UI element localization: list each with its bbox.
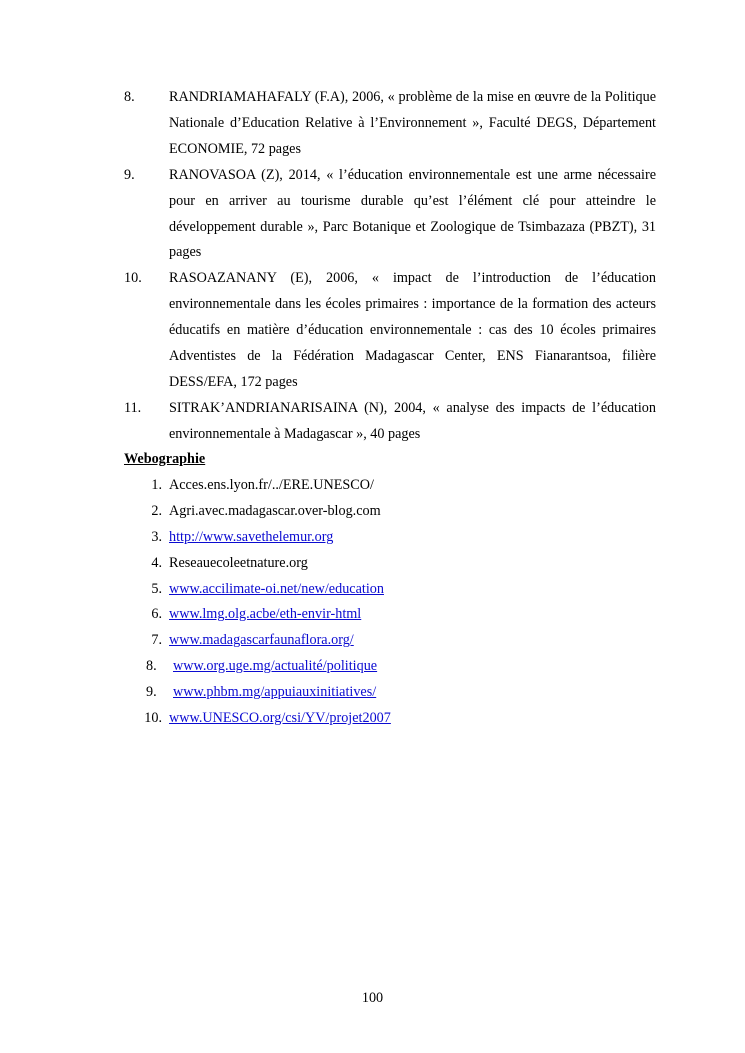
entry-text: RASOAZANANY (E), 2006, « impact de l’introduction de l’éducation environnementale dans les écoles primaires : importance de la formation des acteurs éducatifs en matière d’éducation environnementale : cas des 10 écoles primaires Adventistes de la Fédération Madagascar Center, ENS Fianarantsoa, filière DESS/EFA, 172 pages [169, 270, 656, 390]
web-item [124, 602, 656, 628]
webographie-heading: Webographie [124, 451, 206, 467]
web-item [124, 473, 656, 499]
web-item [124, 577, 656, 603]
web-item-number: 10. [144, 710, 162, 727]
entry-text: RANOVASOA (Z), 2014, « l’éducation environnementale est une arme nécessaire pour en arriver au tourisme durable qu’est l’élément clé pour atteindre le développement durable », Parc Botanique et Zoologique de Tsimbazaza (PBZT), 31 pages [169, 166, 656, 261]
entry-text: SITRAK’ANDRIANARISAINA (N), 2004, « analyse des impacts de l’éducation environnementale à Madagascar », 40 pages [169, 399, 656, 442]
bibliography-entry [124, 266, 656, 396]
web-item [124, 551, 656, 577]
web-item-number: 2. [151, 502, 162, 519]
web-item-number: 4. [151, 554, 162, 571]
web-item [124, 499, 656, 525]
web-item-link[interactable]: www.UNESCO.org/csi/YV/projet2007 [169, 710, 391, 727]
web-item-link[interactable]: www.org.uge.mg/actualité/politique [173, 658, 378, 675]
web-item-link[interactable]: www.madagascarfaunaflora.org/ [169, 632, 354, 649]
web-item-link[interactable]: www.phbm.mg/appuiauxinitiatives/ [173, 684, 377, 701]
web-item-text: Reseauecoleetnature.org [169, 554, 308, 571]
entry-number: 8. [124, 89, 135, 105]
bibliography-entry [124, 396, 656, 448]
bibliography-entry [124, 163, 656, 267]
entry-number: 11. [124, 399, 142, 416]
web-item [124, 680, 656, 706]
web-item-text: Acces.ens.lyon.fr/../ERE.UNESCO/ [169, 477, 374, 493]
web-item-link[interactable]: www.lmg.olg.acbe/eth-envir-html [169, 606, 362, 623]
web-item [124, 628, 656, 654]
web-item-link[interactable]: www.accilimate-oi.net/new/education [169, 580, 384, 597]
web-item [124, 654, 656, 680]
entry-number: 9. [124, 166, 135, 183]
bibliography-list [124, 85, 656, 448]
entry-number: 10. [124, 270, 142, 287]
web-item [124, 706, 656, 732]
web-item-number: 3. [151, 528, 162, 545]
web-item-number: 5. [151, 580, 162, 597]
web-item [124, 525, 656, 551]
web-item-number: 7. [151, 632, 162, 649]
entry-text: RANDRIAMAHAFALY (F.A), 2006, « problème de la mise en œuvre de la Politique Nationale d’Education Relative à l’Environnement », Faculté DEGS, Département ECONOMIE, 72 pages [169, 89, 656, 157]
web-item-number: 6. [151, 606, 162, 623]
page-number: 100 [361, 990, 384, 1006]
webographie-list [124, 473, 656, 732]
web-item-number: 8. [146, 658, 157, 675]
bibliography-entry [124, 85, 656, 163]
web-item-text: Agri.avec.madagascar.over-blog.com [169, 502, 381, 519]
web-item-number: 1. [151, 477, 162, 493]
web-item-link[interactable]: http://www.savethelemur.org [169, 528, 334, 545]
web-item-number: 9. [146, 684, 157, 701]
